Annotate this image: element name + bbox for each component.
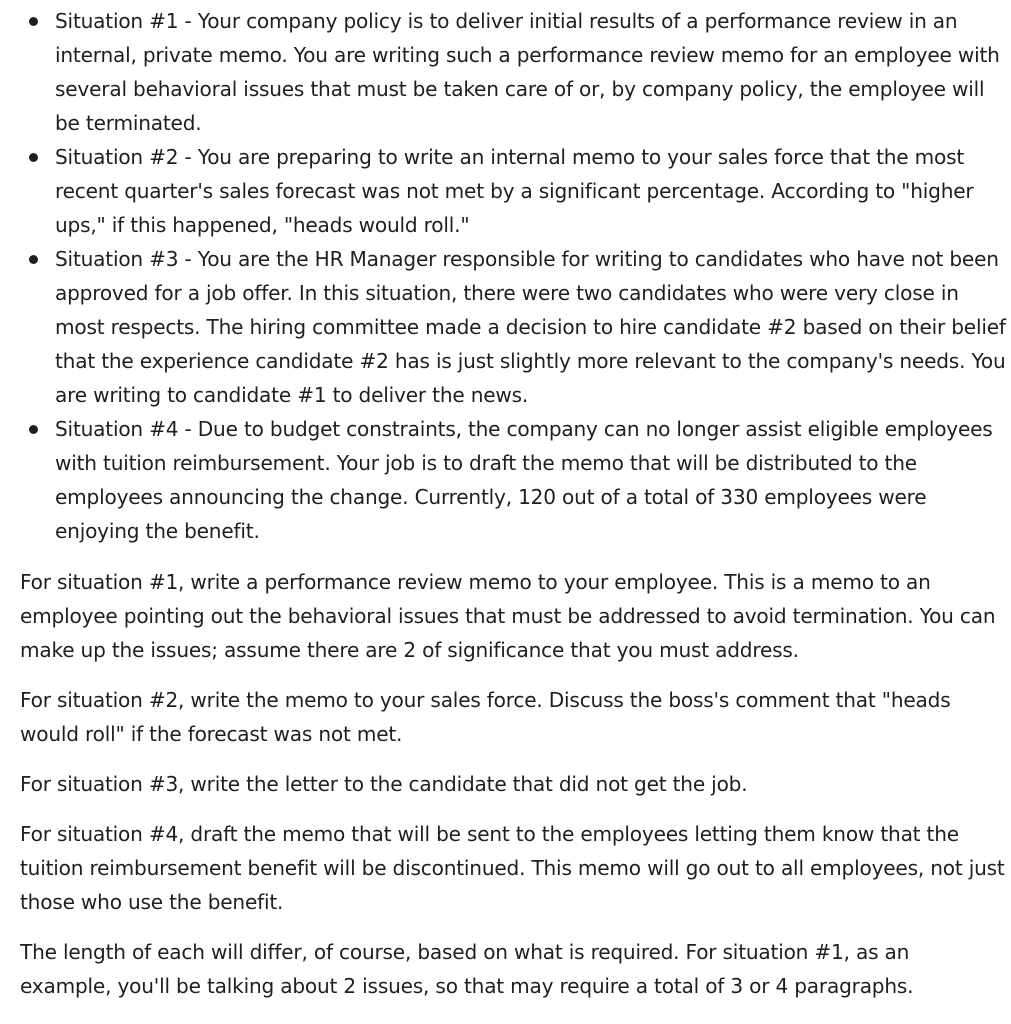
situation-text: Situation #1 - Your company policy is to deliver initial results of a performance review in an internal, private memo. You are writing such a performance review memo for an employee with several behavioral issues that must be taken care of or, by company policy, the employee will be terminated.	[55, 9, 1000, 135]
bullet-dot-icon	[29, 153, 38, 162]
instruction-paragraph: For situation #2, write the memo to your sales force. Discuss the boss's comment that "heads would roll" if the forecast was not met.	[20, 688, 951, 746]
situation-text: Situation #3 - You are the HR Manager responsible for writing to candidates who have not been approved for a job offer. In this situation, there were two candidates who were very close in most respects. The hiring committee made a decision to hire candidate #2 based on their belief that the experience candidate #2 has is just slightly more relevant to the company's needs. You are writing to candidate #1 to deliver the news.	[55, 247, 1006, 407]
situation-text: Situation #4 - Due to budget constraints, the company can no longer assist eligible employees with tuition reimbursement. Your job is to draft the memo that will be distributed to the employees announcing the change. Currently, 120 out of a total of 330 employees were enjoying the benefit.	[55, 417, 993, 543]
bullet-dot-icon	[29, 17, 38, 26]
instruction-paragraph: For situation #4, draft the memo that will be sent to the employees letting them know that the tuition reimbursement benefit will be discontinued. This memo will go out to all employees, not just those who use the benefit.	[20, 822, 1005, 914]
situation-list	[20, 4, 1011, 548]
instruction-paragraph: For situation #3, write the letter to the candidate that did not get the job.	[20, 772, 748, 796]
bullet-dot-icon	[29, 255, 38, 264]
situation-text: Situation #2 - You are preparing to write an internal memo to your sales force that the most recent quarter's sales forecast was not met by a significant percentage. According to "higher ups," if this happened, "heads would roll."	[55, 145, 974, 237]
situation-item	[20, 412, 1007, 548]
situation-item	[20, 242, 1007, 412]
situation-item	[20, 4, 1007, 140]
instruction-paragraph: For situation #1, write a performance review memo to your employee. This is a memo to an employee pointing out the behavioral issues that must be addressed to avoid termination. You can make up the issues; assume there are 2 of significance that you must address.	[20, 570, 996, 662]
bullet-dot-icon	[29, 425, 38, 434]
situation-item	[20, 140, 1007, 242]
instruction-paragraph: The length of each will differ, of course, based on what is required. For situation #1, as an example, you'll be talking about 2 issues, so that may require a total of 3 or 4 paragraphs.	[20, 940, 914, 998]
